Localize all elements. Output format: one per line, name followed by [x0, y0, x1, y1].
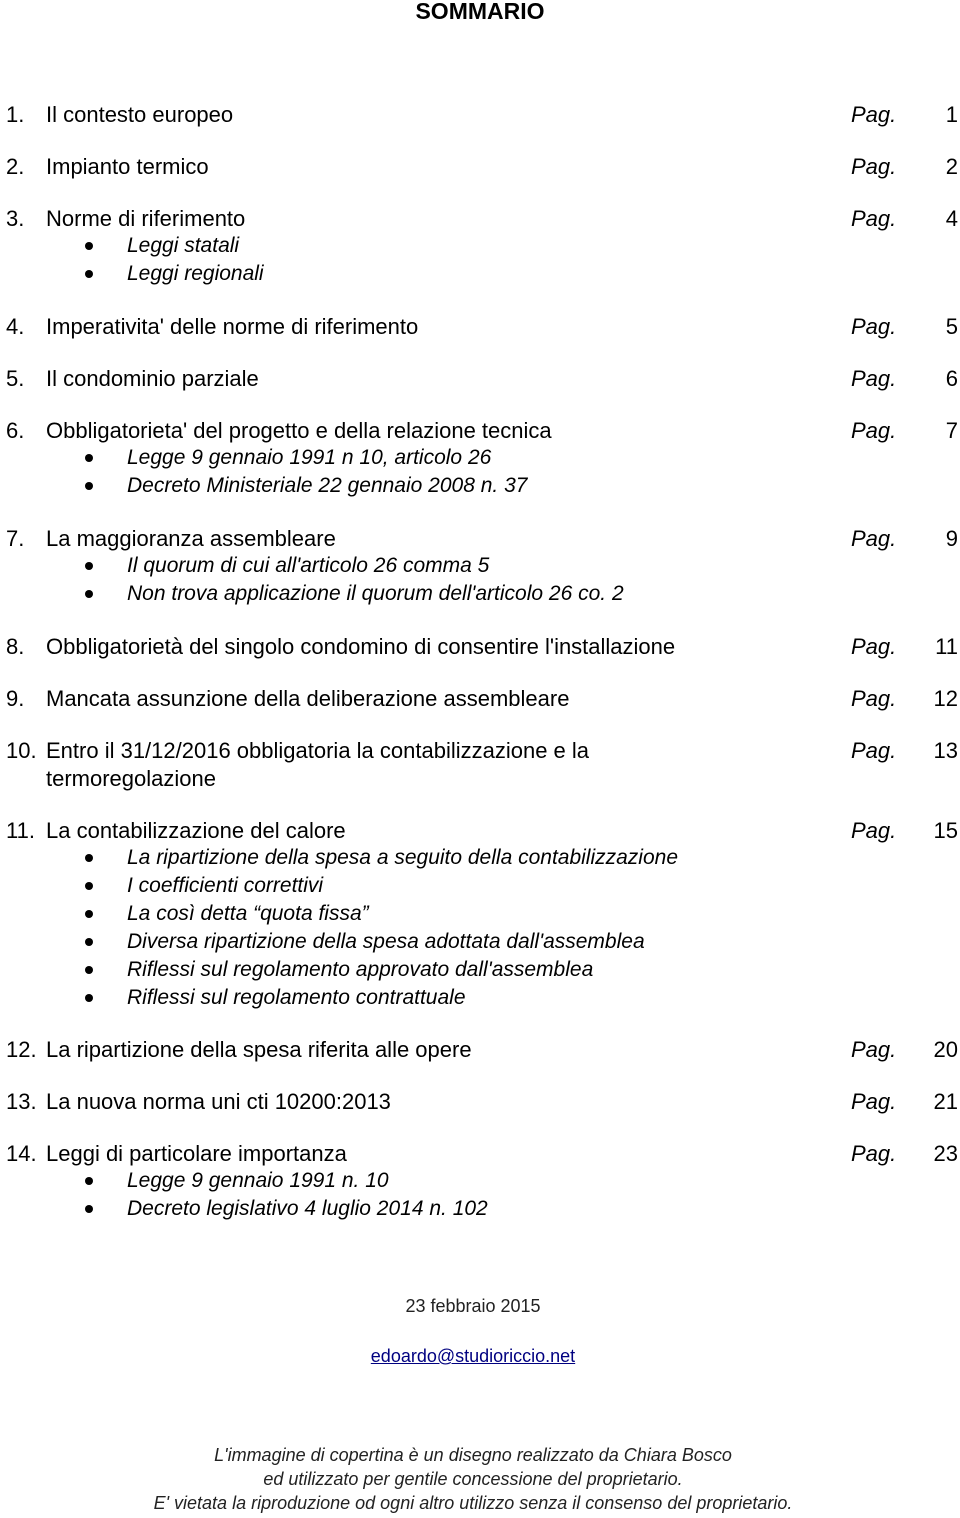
document-date: 23 febbraio 2015: [405, 1296, 541, 1316]
bullet-icon: [85, 562, 93, 570]
toc-entry-pag-label: Pag.: [851, 526, 897, 551]
toc-entry: [0, 816, 960, 846]
toc-entry-number: 6.: [6, 418, 25, 443]
bullet-icon: [85, 242, 93, 250]
bullet-icon: [85, 882, 93, 890]
footer-line: ed utilizzato per gentile concessione del proprietario.: [263, 1469, 683, 1489]
toc-subitem-label: Diversa ripartizione della spesa adottata dall'assemblea: [127, 930, 645, 953]
toc-entry-pag-label: Pag.: [851, 102, 897, 127]
toc-entry-pag-label: Pag.: [851, 418, 897, 443]
toc-subitem: [0, 928, 960, 956]
toc-entry: [0, 736, 960, 791]
toc-entry-label: La maggioranza assembleare: [46, 526, 336, 551]
toc-subitem-label: Decreto Ministeriale 22 gennaio 2008 n. 37: [127, 474, 528, 497]
toc-entry-label: Il contesto europeo: [46, 102, 234, 127]
toc-subitem: [0, 1195, 960, 1223]
toc-entry-number: 9.: [6, 686, 25, 711]
toc-entry-page-number: 23: [933, 1141, 958, 1166]
toc-subitem: [0, 552, 960, 580]
toc-entry: [0, 1139, 960, 1169]
page-title: SOMMARIO: [415, 0, 545, 24]
toc-entry: [0, 152, 960, 182]
toc-entry-label: Leggi di particolare importanza: [46, 1141, 347, 1166]
toc-entry-label: Entro il 31/12/2016 obbligatoria la contabilizzazione e la: [46, 738, 590, 763]
toc-entry-label: Norme di riferimento: [46, 206, 246, 231]
toc-subitem-label: Riflessi sul regolamento contrattuale: [127, 986, 466, 1009]
email-link[interactable]: edoardo@studioriccio.net: [370, 1346, 576, 1366]
bullet-icon: [85, 1177, 93, 1185]
toc-entry: [0, 524, 960, 554]
toc-subitem-label: Leggi regionali: [127, 262, 264, 285]
toc-subitem: [0, 580, 960, 608]
toc-entry-pag-label: Pag.: [851, 1141, 897, 1166]
footer-line: L'immagine di copertina è un disegno realizzato da Chiara Bosco: [214, 1445, 732, 1465]
toc-entry-number: 12.: [6, 1037, 37, 1062]
toc-entry-label: Obbligatorietà del singolo condomino di consentire l'installazione: [46, 634, 676, 659]
toc-entry-label: Mancata assunzione della deliberazione assembleare: [46, 686, 570, 711]
bullet-icon: [85, 454, 93, 462]
toc-entry-label: Obbligatorieta' del progetto e della relazione tecnica: [46, 418, 552, 443]
bullet-icon: [85, 966, 93, 974]
toc-entry: [0, 632, 960, 662]
toc-entry-page-number: 6: [945, 366, 958, 391]
toc-subitem: [0, 984, 960, 1012]
toc-entry-number: 11.: [6, 818, 35, 843]
toc-entry-pag-label: Pag.: [851, 1037, 897, 1062]
toc-entry-pag-label: Pag.: [851, 366, 897, 391]
toc-entry-label: Il condominio parziale: [46, 366, 259, 391]
toc-subitem: [0, 844, 960, 872]
toc-subitem: [0, 444, 960, 472]
toc-subitem-label: La ripartizione della spesa a seguito della contabilizzazione: [127, 846, 679, 869]
toc-entry: [0, 100, 960, 130]
toc-entry-page-number: 20: [933, 1037, 958, 1062]
toc-entry: [0, 684, 960, 714]
bullet-icon: [85, 994, 93, 1002]
toc-entry-number: 4.: [6, 314, 25, 339]
toc-entry-pag-label: Pag.: [851, 154, 897, 179]
toc-entry-number: 10.: [6, 738, 37, 763]
toc-entry-number: 8.: [6, 634, 25, 659]
toc-entry-number: 14.: [6, 1141, 37, 1166]
toc-entry-pag-label: Pag.: [851, 206, 897, 231]
toc-entry-page-number: 11: [935, 634, 958, 659]
toc-subitem-label: Leggi statali: [127, 234, 240, 257]
toc-entry-number: 13.: [6, 1089, 37, 1114]
bullet-icon: [85, 854, 93, 862]
toc-entry: [0, 364, 960, 394]
toc-entry-number: 2.: [6, 154, 25, 179]
toc-entry-pag-label: Pag.: [851, 686, 897, 711]
toc-subitem-label: Decreto legislativo 4 luglio 2014 n. 102: [127, 1197, 488, 1220]
footer-line: E' vietata la riproduzione od ogni altro utilizzo senza il consenso del proprietario.: [153, 1493, 793, 1513]
toc-entry-label: Impianto termico: [46, 154, 209, 179]
contact-email: [0, 1344, 946, 1368]
toc-subitem: [0, 872, 960, 900]
toc-subitem-label: Legge 9 gennaio 1991 n 10, articolo 26: [127, 446, 492, 469]
toc-entry-label: Imperativita' delle norme di riferimento: [46, 314, 419, 339]
toc-entry-label: La ripartizione della spesa riferita alle opere: [46, 1037, 472, 1062]
toc-subitem: [0, 232, 960, 260]
toc-entry-page-number: 9: [945, 526, 958, 551]
toc-entry-number: 7.: [6, 526, 25, 551]
toc-entry: [0, 416, 960, 446]
bullet-icon: [85, 590, 93, 598]
toc-entry: [0, 1087, 960, 1117]
toc-entry-page-number: 4: [945, 206, 958, 231]
toc-subitem-label: Il quorum di cui all'articolo 26 comma 5: [127, 554, 490, 577]
toc-subitem: [0, 900, 960, 928]
toc-entry-pag-label: Pag.: [851, 314, 897, 339]
toc-entry-pag-label: Pag.: [851, 818, 897, 843]
bullet-icon: [85, 482, 93, 490]
toc-entry-page-number: 21: [933, 1089, 958, 1114]
toc-entry: [0, 204, 960, 234]
toc-subitem-label: Legge 9 gennaio 1991 n. 10: [127, 1169, 389, 1192]
toc-entry-label: La contabilizzazione del calore: [46, 818, 346, 843]
bullet-icon: [85, 1205, 93, 1213]
toc-entry-pag-label: Pag.: [851, 738, 897, 763]
toc-entry-pag-label: Pag.: [851, 634, 897, 659]
toc-entry-label-continued: termoregolazione: [46, 766, 216, 791]
toc-subitem: [0, 472, 960, 500]
bullet-icon: [85, 938, 93, 946]
toc-subitem-label: La così detta “quota fissa”: [127, 902, 369, 925]
toc-subitem-label: I coefficienti correttivi: [127, 874, 324, 897]
toc-subitem-label: Riflessi sul regolamento approvato dall'assemblea: [127, 958, 594, 981]
toc-subitem: [0, 956, 960, 984]
toc-entry-number: 5.: [6, 366, 25, 391]
toc-entry-page-number: 12: [933, 686, 958, 711]
toc-subitem: [0, 1167, 960, 1195]
toc-entry-page-number: 1: [945, 102, 958, 127]
toc-entry-label: La nuova norma uni cti 10200:2013: [46, 1089, 391, 1114]
bullet-icon: [85, 910, 93, 918]
toc-entry: [0, 312, 960, 342]
bullet-icon: [85, 270, 93, 278]
toc-entry: [0, 1035, 960, 1065]
footer-notice: [0, 1443, 946, 1515]
toc-entry-page-number: 2: [945, 154, 958, 179]
toc-entry-page-number: 7: [945, 418, 958, 443]
toc-entry-page-number: 15: [933, 818, 958, 843]
toc-entry-number: 3.: [6, 206, 25, 231]
toc-entry-number: 1.: [6, 102, 25, 127]
toc-subitem: [0, 260, 960, 288]
toc-entry-pag-label: Pag.: [851, 1089, 897, 1114]
toc-entry-page-number: 5: [945, 314, 958, 339]
toc-subitem-label: Non trova applicazione il quorum dell'articolo 26 co. 2: [127, 582, 624, 605]
toc-entry-page-number: 13: [933, 738, 958, 763]
